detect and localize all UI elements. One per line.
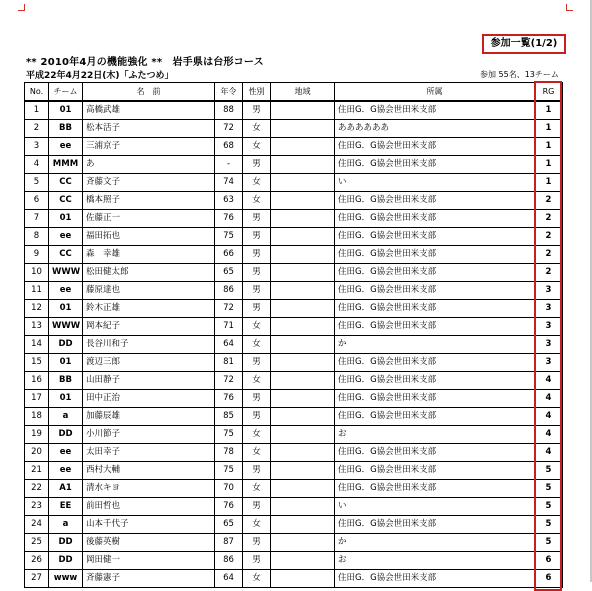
cell-name: 田中正治 [83, 390, 215, 408]
cell-name: 松本活子 [83, 120, 215, 138]
table-row [25, 300, 563, 318]
cell-affiliation: 住田G．G協会世田米支部 [335, 156, 535, 174]
cell-name: 長谷川和子 [83, 336, 215, 354]
cell-no: 4 [25, 156, 49, 174]
table-body [25, 101, 563, 588]
cell-name: 西村大輔 [83, 462, 215, 480]
cell-affiliation: 住田G．G協会世田米支部 [335, 246, 535, 264]
table-row [25, 552, 563, 570]
cell-rg: 5 [535, 516, 563, 534]
cell-area [271, 462, 335, 480]
cell-name: 橋本照子 [83, 192, 215, 210]
cell-name: あ [83, 156, 215, 174]
table-row [25, 318, 563, 336]
cell-area [271, 192, 335, 210]
cell-rg: 1 [535, 156, 563, 174]
cell-team: www [49, 570, 83, 588]
cell-sex: 女 [243, 570, 271, 588]
cell-area [271, 210, 335, 228]
cell-sex: 女 [243, 192, 271, 210]
cell-sex: 女 [243, 318, 271, 336]
cell-sex: 男 [243, 228, 271, 246]
cell-rg: 3 [535, 282, 563, 300]
cell-sex: 男 [243, 210, 271, 228]
cell-sex: 男 [243, 354, 271, 372]
cell-no: 26 [25, 552, 49, 570]
cell-team: ee [49, 462, 83, 480]
cell-affiliation: 住田G．G協会世田米支部 [335, 390, 535, 408]
cell-affiliation: 住田G．G協会世田米支部 [335, 354, 535, 372]
cell-name: 渡辺三郎 [83, 354, 215, 372]
cell-age: 81 [215, 354, 243, 372]
cell-rg: 2 [535, 246, 563, 264]
cell-sex: 男 [243, 264, 271, 282]
cell-team: DD [49, 534, 83, 552]
cell-name: 斉藤文子 [83, 174, 215, 192]
cell-affiliation: 住田G．G協会世田米支部 [335, 300, 535, 318]
cell-area [271, 408, 335, 426]
cell-no: 22 [25, 480, 49, 498]
cell-sex: 男 [243, 300, 271, 318]
cell-team: 01 [49, 354, 83, 372]
cell-age: 68 [215, 138, 243, 156]
cell-name: 鈴木正雄 [83, 300, 215, 318]
cell-area [271, 444, 335, 462]
cell-area [271, 498, 335, 516]
cell-name: 岡本紀子 [83, 318, 215, 336]
cell-age: 75 [215, 426, 243, 444]
document-title: ** 2010年4月の機能強化 ** 岩手県は台形コース [26, 57, 264, 68]
cell-name: 佐藤正一 [83, 210, 215, 228]
table-header-row [25, 83, 563, 102]
col-header-rg: RG [535, 83, 563, 102]
cell-sex: 男 [243, 156, 271, 174]
cell-age: 76 [215, 390, 243, 408]
cell-affiliation: ああああああ [335, 120, 535, 138]
cell-sex: 女 [243, 516, 271, 534]
cell-affiliation: 住田G．G協会世田米支部 [335, 462, 535, 480]
table-row [25, 336, 563, 354]
cell-area [271, 282, 335, 300]
cell-rg: 1 [535, 174, 563, 192]
table-row [25, 101, 563, 120]
cell-sex: 男 [243, 552, 271, 570]
event-date: 平成22年4月22日(木)「ふたつめ」 [26, 71, 174, 81]
cell-age: 87 [215, 534, 243, 552]
cell-affiliation: 住田G．G協会世田米支部 [335, 516, 535, 534]
table-row [25, 390, 563, 408]
cell-no: 17 [25, 390, 49, 408]
cell-team: BB [49, 372, 83, 390]
col-header-affiliation: 所属 [335, 83, 535, 102]
cell-rg: 4 [535, 390, 563, 408]
cell-no: 9 [25, 246, 49, 264]
cell-affiliation: か [335, 336, 535, 354]
cell-no: 14 [25, 336, 49, 354]
cell-name: 清水キヨ [83, 480, 215, 498]
cell-age: 64 [215, 570, 243, 588]
cell-no: 6 [25, 192, 49, 210]
cell-area [271, 120, 335, 138]
cell-area [271, 516, 335, 534]
cell-team: ee [49, 444, 83, 462]
cell-team: WWW [49, 264, 83, 282]
cell-no: 3 [25, 138, 49, 156]
cell-rg: 2 [535, 228, 563, 246]
cell-no: 8 [25, 228, 49, 246]
cell-area [271, 372, 335, 390]
cell-sex: 女 [243, 426, 271, 444]
cell-no: 19 [25, 426, 49, 444]
cell-age: 65 [215, 264, 243, 282]
cell-age: 65 [215, 516, 243, 534]
cell-area [271, 174, 335, 192]
cell-sex: 女 [243, 174, 271, 192]
cell-affiliation: 住田G．G協会世田米支部 [335, 408, 535, 426]
cell-rg: 3 [535, 354, 563, 372]
cell-no: 11 [25, 282, 49, 300]
cell-name: 福田拓也 [83, 228, 215, 246]
cell-sex: 男 [243, 534, 271, 552]
col-header-sex: 性別 [243, 83, 271, 102]
cell-area [271, 156, 335, 174]
cell-no: 21 [25, 462, 49, 480]
cell-no: 23 [25, 498, 49, 516]
cell-area [271, 300, 335, 318]
cell-team: 01 [49, 300, 83, 318]
cell-age: 71 [215, 318, 243, 336]
cell-sex: 男 [243, 246, 271, 264]
cell-age: 76 [215, 498, 243, 516]
col-header-no: No. [25, 83, 49, 102]
table-row [25, 444, 563, 462]
cell-sex: 女 [243, 336, 271, 354]
cell-no: 15 [25, 354, 49, 372]
cell-team: BB [49, 120, 83, 138]
cell-no: 7 [25, 210, 49, 228]
participant-list-badge: 参加一覧(1/2) [482, 34, 566, 54]
cell-rg: 3 [535, 300, 563, 318]
cell-name: 太田幸子 [83, 444, 215, 462]
col-header-area: 地域 [271, 83, 335, 102]
cell-affiliation: 住田G．G協会世田米支部 [335, 282, 535, 300]
cell-name: 小川節子 [83, 426, 215, 444]
table-row [25, 498, 563, 516]
cell-team: DD [49, 426, 83, 444]
cell-team: CC [49, 246, 83, 264]
cell-sex: 男 [243, 498, 271, 516]
cell-rg: 4 [535, 408, 563, 426]
cell-area [271, 246, 335, 264]
cell-age: 74 [215, 174, 243, 192]
cell-area [271, 390, 335, 408]
cell-sex: 女 [243, 120, 271, 138]
cell-rg: 3 [535, 336, 563, 354]
table-row [25, 120, 563, 138]
table-row [25, 534, 563, 552]
cell-name: 森 幸雄 [83, 246, 215, 264]
table-row [25, 210, 563, 228]
cell-team: 01 [49, 210, 83, 228]
cell-affiliation: 住田G．G協会世田米支部 [335, 210, 535, 228]
cell-affiliation: 住田G．G協会世田米支部 [335, 192, 535, 210]
cell-area [271, 228, 335, 246]
cell-age: 78 [215, 444, 243, 462]
cell-affiliation: 住田G．G協会世田米支部 [335, 264, 535, 282]
cell-team: CC [49, 174, 83, 192]
cell-affiliation: 住田G．G協会世田米支部 [335, 480, 535, 498]
cell-age: 85 [215, 408, 243, 426]
cell-area [271, 336, 335, 354]
cell-age: 72 [215, 372, 243, 390]
cell-age: 86 [215, 552, 243, 570]
cell-no: 1 [25, 101, 49, 120]
cell-no: 12 [25, 300, 49, 318]
cell-rg: 4 [535, 372, 563, 390]
cell-team: CC [49, 192, 83, 210]
cell-affiliation: 住田G．G協会世田米支部 [335, 444, 535, 462]
cell-rg: 4 [535, 444, 563, 462]
table-row [25, 354, 563, 372]
cell-rg: 6 [535, 570, 563, 588]
crop-mark-top-left [18, 4, 25, 11]
cell-sex: 女 [243, 444, 271, 462]
cell-no: 5 [25, 174, 49, 192]
cell-sex: 女 [243, 138, 271, 156]
cell-rg: 4 [535, 426, 563, 444]
cell-sex: 女 [243, 372, 271, 390]
cell-rg: 3 [535, 318, 563, 336]
cell-area [271, 138, 335, 156]
table-row [25, 156, 563, 174]
cell-team: 01 [49, 390, 83, 408]
table-row [25, 516, 563, 534]
cell-no: 2 [25, 120, 49, 138]
cell-sex: 男 [243, 408, 271, 426]
table-row [25, 192, 563, 210]
cell-sex: 男 [243, 390, 271, 408]
cell-team: 01 [49, 101, 83, 120]
cell-name: 岡田健一 [83, 552, 215, 570]
cell-name: 山本千代子 [83, 516, 215, 534]
cell-affiliation: い [335, 174, 535, 192]
cell-affiliation: 住田G．G協会世田米支部 [335, 138, 535, 156]
cell-no: 13 [25, 318, 49, 336]
cell-rg: 5 [535, 498, 563, 516]
cell-age: - [215, 156, 243, 174]
table-row [25, 282, 563, 300]
cell-team: WWW [49, 318, 83, 336]
cell-team: A1 [49, 480, 83, 498]
cell-name: 後藤英樹 [83, 534, 215, 552]
table-row [25, 228, 563, 246]
cell-age: 76 [215, 210, 243, 228]
cell-name: 高橋武雄 [83, 101, 215, 120]
cell-team: ee [49, 282, 83, 300]
cell-rg: 1 [535, 138, 563, 156]
cell-no: 25 [25, 534, 49, 552]
cell-affiliation: い [335, 498, 535, 516]
cell-rg: 2 [535, 192, 563, 210]
participant-table [24, 82, 563, 588]
cell-age: 72 [215, 300, 243, 318]
cell-name: 加藤辰雄 [83, 408, 215, 426]
table-row [25, 246, 563, 264]
cell-team: EE [49, 498, 83, 516]
table-row [25, 372, 563, 390]
cell-sex: 男 [243, 282, 271, 300]
cell-name: 斉藤憲子 [83, 570, 215, 588]
cell-area [271, 354, 335, 372]
cell-affiliation: お [335, 426, 535, 444]
cell-affiliation: お [335, 552, 535, 570]
table-row [25, 480, 563, 498]
cell-affiliation: 住田G．G協会世田米支部 [335, 228, 535, 246]
cell-area [271, 552, 335, 570]
cell-age: 72 [215, 120, 243, 138]
cell-team: DD [49, 552, 83, 570]
cell-name: 前田哲也 [83, 498, 215, 516]
table-row [25, 426, 563, 444]
cell-team: ee [49, 228, 83, 246]
col-header-name: 名 前 [83, 83, 215, 102]
cell-rg: 5 [535, 534, 563, 552]
cell-team: a [49, 408, 83, 426]
cell-sex: 男 [243, 101, 271, 120]
cell-no: 20 [25, 444, 49, 462]
cell-team: MMM [49, 156, 83, 174]
cell-rg: 2 [535, 210, 563, 228]
table-row [25, 174, 563, 192]
cell-age: 70 [215, 480, 243, 498]
cell-team: ee [49, 138, 83, 156]
cell-age: 75 [215, 462, 243, 480]
cell-area [271, 534, 335, 552]
cell-rg: 1 [535, 120, 563, 138]
table-row [25, 570, 563, 588]
table-row [25, 408, 563, 426]
cell-sex: 女 [243, 480, 271, 498]
cell-rg: 2 [535, 264, 563, 282]
col-header-team: チーム [49, 83, 83, 102]
cell-area [271, 426, 335, 444]
cell-no: 24 [25, 516, 49, 534]
cell-age: 64 [215, 336, 243, 354]
cell-rg: 5 [535, 480, 563, 498]
table-row [25, 264, 563, 282]
cell-affiliation: 住田G．G協会世田米支部 [335, 372, 535, 390]
cell-no: 27 [25, 570, 49, 588]
cell-age: 63 [215, 192, 243, 210]
cell-no: 16 [25, 372, 49, 390]
cell-name: 藤原達也 [83, 282, 215, 300]
cell-team: a [49, 516, 83, 534]
cell-affiliation: 住田G．G協会世田米支部 [335, 318, 535, 336]
cell-age: 75 [215, 228, 243, 246]
cell-age: 86 [215, 282, 243, 300]
cell-age: 66 [215, 246, 243, 264]
cell-area [271, 264, 335, 282]
cell-sex: 男 [243, 462, 271, 480]
cell-rg: 5 [535, 462, 563, 480]
cell-no: 18 [25, 408, 49, 426]
cell-area [271, 570, 335, 588]
cell-age: 88 [215, 101, 243, 120]
cell-affiliation: 住田G．G協会世田米支部 [335, 570, 535, 588]
cell-rg: 1 [535, 101, 563, 120]
cell-rg: 6 [535, 552, 563, 570]
cell-name: 三浦京子 [83, 138, 215, 156]
col-header-age: 年令 [215, 83, 243, 102]
cell-area [271, 480, 335, 498]
cell-area [271, 318, 335, 336]
cell-area [271, 101, 335, 120]
table-row [25, 138, 563, 156]
table-row [25, 462, 563, 480]
cell-team: DD [49, 336, 83, 354]
participant-summary: 参加 55名、13チーム [480, 70, 559, 79]
cell-affiliation: か [335, 534, 535, 552]
cell-name: 山田静子 [83, 372, 215, 390]
cell-affiliation: 住田G．G協会世田米支部 [335, 101, 535, 120]
crop-mark-top-right [566, 4, 573, 11]
cell-name: 松田健太郎 [83, 264, 215, 282]
cell-no: 10 [25, 264, 49, 282]
